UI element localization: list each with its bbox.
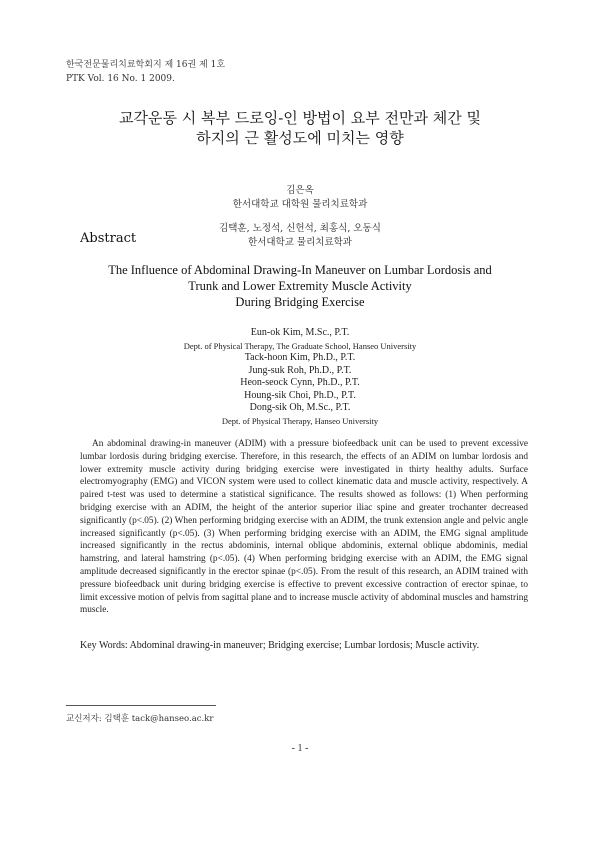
- korean-affiliation-2: 한서대학교 물리치료학과: [248, 237, 352, 248]
- keywords: Key Words: Abdominal drawing-in maneuver; Bridging exercise; Lumbar lordosis; Muscle activity.: [80, 640, 480, 651]
- journal-header: [66, 58, 225, 86]
- footnote-divider: [66, 705, 216, 706]
- korean-author-1: 김은옥: [286, 185, 314, 196]
- english-title-line-2: Trunk and Lower Extremity Muscle Activity: [188, 279, 412, 293]
- journal-volume: PTK Vol. 16 No. 1 2009.: [66, 74, 175, 84]
- author-oh-dong-sik: Dong-sik Oh, M.Sc., P.T.: [249, 402, 351, 413]
- abstract-heading: Abstract: [80, 231, 137, 246]
- author-kim-eun-ok: Eun-ok Kim, M.Sc., P.T.: [250, 327, 350, 338]
- english-authors: [0, 327, 600, 427]
- author-roh-jung-suk: Jung-suk Roh, Ph.D., P.T.: [248, 364, 352, 376]
- korean-title-line-1: 교각운동 시 복부 드로잉-인 방법이 요부 전만과 체간 및: [119, 109, 481, 127]
- korean-author-2: 김택훈, 노정석, 신헌석, 최홍식, 오동식: [219, 223, 381, 234]
- english-title-line-1: The Influence of Abdominal Drawing-In Maneuver on Lumbar Lordosis and: [108, 263, 492, 277]
- journal-name: 한국전문물리치료학회지 제 16권 제 1호: [66, 60, 226, 70]
- corresponding-author-footnote: 교신저자: 김택훈 tack@hanseo.ac.kr: [66, 714, 214, 724]
- author-cynn-heon-seock: Heon-seock Cynn, Ph.D., P.T.: [240, 377, 360, 388]
- abstract-body: An abdominal drawing-in maneuver (ADIM) with a pressure biofeedback unit can be used to prevent excessive lumbar lordosis during bridging exercise. Therefore, in this research, the effects of an ADIM on lumbar lordosis and lower extremity muscle activity during bridging exercise were investigated in thirty healthy adults. Surface electromyography (EMG) and VICON system were used to collect kinematic data and muscle activity, respectively. A paired t-test was used to determine a statistical significance. The results showed as follows: (1) When performing bridging exercise with an ADIM, the height of the anterior superior iliac spine and greater trochanter decreased significantly (p<.05). (2) When performing bridging exercise with an ADIM, the trunk extension angle and pelvic angle increased significantly (p<.05). (3) When performing bridging exercise with an ADIM, the EMG signal amplitude increased significantly in the rectus abdominis, internal oblique abdominis, external oblique abdominis, medial hamstring, and lateral hamstring (p<.05). (4) When performing bridging exercise with an ADIM, the EMG signal amplitude decreased significantly in the erector spinae (p<.05). From the result of this research, an ADIM trained with pressure biofeedback unit during bridging exercise is effective to prevent excessive contraction of erector spinae, to limit excessive motion of pelvis from sagittal plane and to increase muscle activity of abdominal muscles and hamstring muscle.: [80, 439, 528, 616]
- affiliation-physical-therapy: Dept. of Physical Therapy, Hanseo University: [221, 415, 379, 426]
- author-kim-tack-hoon: Tack-hoon Kim, Ph.D., P.T.: [244, 352, 356, 363]
- affiliation-graduate-school: Dept. of Physical Therapy, The Graduate School, Hanseo University: [183, 340, 417, 351]
- page-number: - 1 -: [291, 743, 309, 754]
- korean-title-line-2: 하지의 근 활성도에 미치는 영향: [196, 129, 404, 147]
- korean-title: [0, 108, 600, 148]
- english-title: [0, 262, 600, 310]
- korean-affiliation-1: 한서대학교 대학원 물리치료학과: [232, 199, 368, 210]
- english-title-line-3: During Bridging Exercise: [235, 295, 365, 309]
- author-choi-houng-sik: Houng-sik Choi, Ph.D., P.T.: [244, 389, 356, 401]
